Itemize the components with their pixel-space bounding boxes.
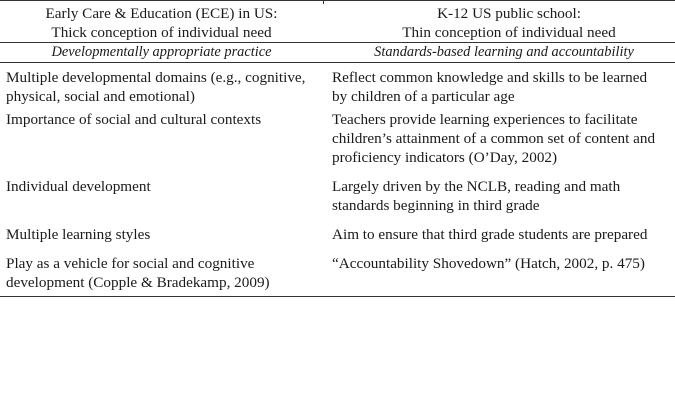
header-ece-line2: Thick conception of individual need	[51, 24, 272, 41]
table-row	[0, 170, 675, 221]
row-k12-cell: Teachers provide learning experiences to facilitate children’s attainment of a common set of content and proficiency indicators (O’Day, 2002)	[332, 111, 656, 166]
table-row	[0, 250, 675, 297]
header-k12-line2: Thin conception of individual need	[402, 24, 616, 41]
header-ece	[0, 4, 323, 43]
row-k12-cell: Aim to ensure that third grade students are prepared	[332, 226, 648, 243]
header-row	[0, 4, 675, 43]
header-k12	[323, 4, 675, 43]
table-row	[0, 110, 675, 170]
row-ece-cell: Importance of social and cultural contexts	[6, 111, 262, 128]
table-row	[0, 63, 675, 111]
header-ece-line1: Early Care & Education (ECE) in US:	[45, 5, 278, 22]
row-k12-cell: Reflect common knowledge and skills to be learned by children of a particular age	[332, 69, 648, 105]
top-rule	[0, 0, 675, 1]
subheader-k12: Standards-based learning and accountability	[323, 43, 675, 63]
row-ece-cell: Multiple learning styles	[6, 226, 151, 243]
row-ece-cell: Multiple developmental domains (e.g., cognitive, physical, social and emotional)	[6, 69, 306, 105]
subheader-ece: Developmentally appropriate practice	[0, 43, 323, 63]
comparison-table	[0, 4, 675, 297]
subheader-row	[0, 43, 675, 63]
row-ece-cell: Individual development	[6, 178, 151, 195]
row-k12-cell: Largely driven by the NCLB, reading and math standards beginning in third grade	[332, 178, 621, 214]
table-row	[0, 221, 675, 250]
header-k12-line1: K-12 US public school:	[437, 5, 581, 22]
row-ece-cell: Play as a vehicle for social and cognitive development (Copple & Bradekamp, 2009)	[0, 250, 323, 297]
row-k12-cell: “Accountability Shovedown” (Hatch, 2002, p. 475)	[323, 250, 675, 297]
